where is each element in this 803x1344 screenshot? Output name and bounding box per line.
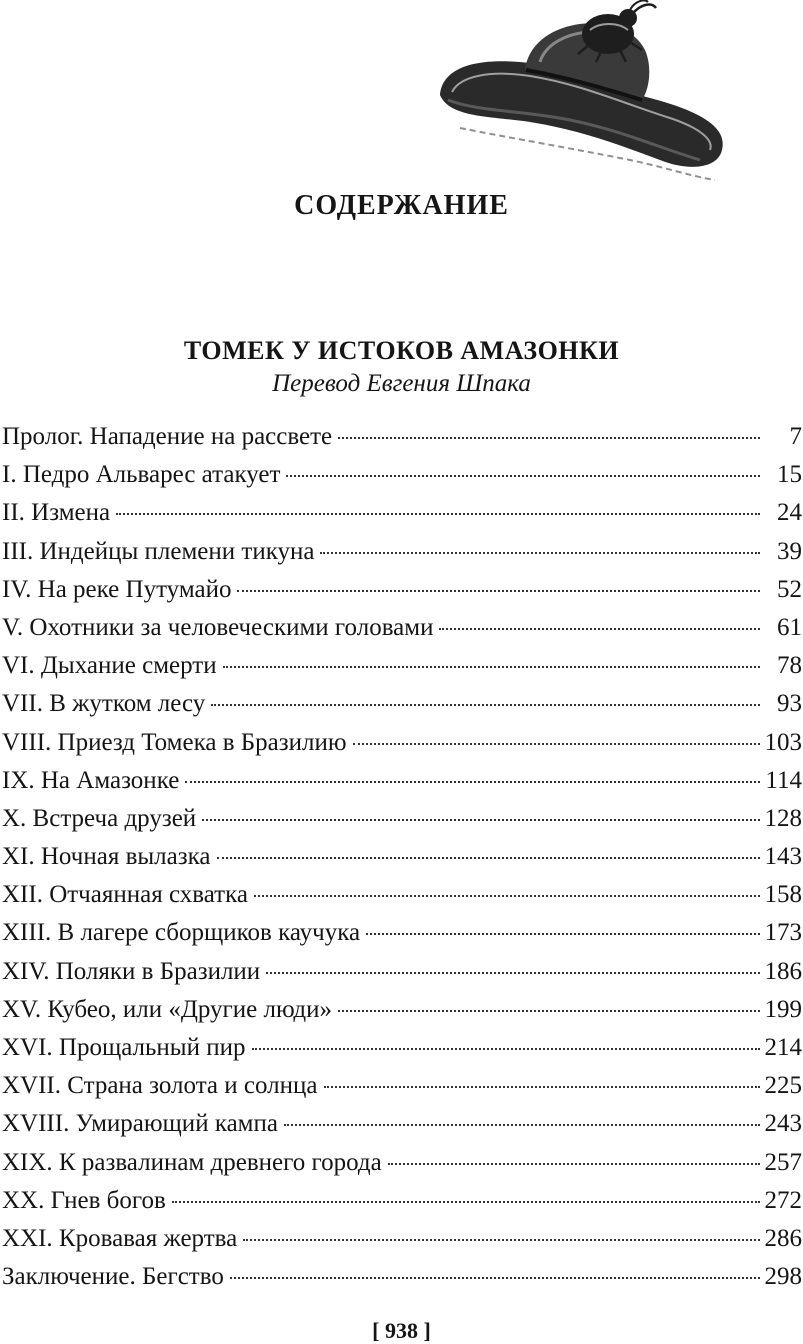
toc-entry-title: XVI. Прощальный пир [2, 1034, 246, 1061]
table-of-contents [2, 423, 802, 1301]
toc-entry-page: 199 [764, 995, 802, 1023]
toc-entry-page: 186 [764, 957, 802, 985]
toc-entry-chapter-15[interactable] [2, 996, 802, 1034]
toc-entry-chapter-17[interactable] [2, 1072, 802, 1110]
toc-entry-title: II. Измена [2, 499, 111, 527]
toc-entry-title: XIII. В лагере сборщиков каучука [2, 919, 361, 947]
toc-entry-chapter-14[interactable] [2, 958, 802, 996]
toc-entry-title: VIII. Приезд Томека в Бразилию [2, 728, 347, 756]
toc-entry-chapter-13[interactable] [2, 919, 802, 957]
dot-leader [338, 1010, 760, 1012]
toc-entry-title: IX. На Амазонке [2, 766, 180, 794]
toc-entry-chapter-4[interactable] [2, 576, 802, 614]
toc-entry-chapter-20[interactable] [2, 1187, 802, 1225]
toc-entry-chapter-7[interactable] [2, 690, 802, 728]
toc-entry-page: 7 [789, 423, 802, 450]
toc-entry-page: 173 [764, 919, 802, 947]
toc-entry-chapter-5[interactable] [2, 614, 802, 652]
dot-leader [254, 895, 760, 897]
toc-entry-title: XIX. К развалинам древнего города [2, 1148, 382, 1176]
dot-leader [388, 1163, 760, 1165]
toc-entry-chapter-9[interactable] [2, 767, 802, 805]
toc-entry-title: X. Встреча друзей [2, 804, 197, 832]
toc-entry-title: XX. Гнев богов [2, 1186, 166, 1214]
toc-entry-page: 298 [764, 1263, 802, 1291]
dot-leader [439, 628, 760, 630]
toc-entry-title: VI. Дыхание смерти [2, 652, 217, 680]
toc-entry-chapter-21[interactable] [2, 1225, 802, 1263]
toc-entry-title: XIV. Поляки в Бразилии [2, 957, 261, 985]
dot-leader [116, 513, 760, 515]
dot-leader [211, 704, 760, 706]
toc-entry-page: 158 [764, 881, 802, 909]
toc-entry-chapter-8[interactable] [2, 729, 802, 767]
toc-entry-title: V. Охотники за человеческими головами [2, 613, 434, 641]
dot-leader [217, 857, 761, 859]
dot-leader [172, 1201, 760, 1203]
toc-entry-page: 93 [777, 690, 802, 718]
toc-entry-epilogue[interactable] [2, 1263, 802, 1301]
dot-leader [202, 819, 760, 821]
dot-leader [266, 972, 760, 974]
toc-entry-page: 78 [777, 652, 802, 680]
toc-entry-chapter-1[interactable] [2, 461, 802, 499]
toc-entry-page: 39 [777, 537, 802, 565]
toc-entry-page: 24 [777, 499, 802, 527]
dot-leader [243, 1239, 760, 1241]
dot-leader [320, 552, 760, 554]
toc-entry-title: VII. В жутком лесу [2, 690, 206, 718]
toc-entry-page: 272 [764, 1186, 802, 1214]
hat-with-beetle-icon [430, 0, 730, 185]
toc-entry-chapter-11[interactable] [2, 843, 802, 881]
toc-entry-page: 286 [764, 1224, 802, 1252]
book-subtitle: Перевод Евгения Шпака [272, 370, 531, 397]
dot-leader [366, 933, 760, 935]
toc-entry-page: 52 [777, 575, 802, 603]
toc-entry-title: XV. Кубео, или «Другие люди» [2, 995, 333, 1023]
toc-entry-title: XVII. Страна золота и солнца [2, 1072, 318, 1100]
dot-leader [284, 1124, 760, 1126]
toc-entry-page: 143 [764, 843, 802, 871]
toc-entry-page: 214 [764, 1034, 802, 1061]
dot-leader [230, 1277, 760, 1279]
toc-entry-page: 114 [765, 766, 802, 794]
page-number: [ 938 ] [372, 1318, 431, 1343]
toc-entry-title: XI. Ночная вылазка [2, 843, 211, 871]
book-title: ТОМЕК У ИСТОКОВ АМАЗОНКИ [183, 336, 620, 365]
toc-entry-title: IV. На реке Путумайо [2, 575, 232, 603]
dot-leader [324, 1086, 760, 1088]
dot-leader [237, 590, 760, 592]
toc-entry-chapter-6[interactable] [2, 652, 802, 690]
toc-entry-title: Заключение. Бегство [2, 1263, 224, 1291]
toc-entry-title: XVIII. Умирающий кампа [2, 1110, 278, 1138]
toc-entry-chapter-10[interactable] [2, 805, 802, 843]
toc-entry-chapter-12[interactable] [2, 881, 802, 919]
page-heading: СОДЕРЖАНИЕ [294, 190, 509, 221]
dot-leader [185, 781, 760, 783]
toc-entry-page: 225 [764, 1072, 802, 1100]
toc-entry-title: XII. Отчаянная схватка [2, 881, 248, 909]
toc-entry-chapter-19[interactable] [2, 1149, 802, 1187]
toc-entry-title: XXI. Кровавая жертва [2, 1224, 238, 1252]
toc-entry-page: 61 [777, 613, 802, 641]
toc-entry-page: 15 [777, 461, 802, 489]
toc-entry-chapter-2[interactable] [2, 499, 802, 537]
toc-entry-page: 257 [764, 1148, 802, 1176]
toc-entry-page: 128 [764, 804, 802, 832]
toc-entry-title: Пролог. Нападение на рассвете [2, 423, 333, 450]
toc-entry-chapter-3[interactable] [2, 538, 802, 576]
dot-leader [223, 666, 760, 668]
dot-leader [338, 437, 760, 439]
toc-entry-prologue[interactable] [2, 423, 802, 461]
dot-leader [252, 1048, 761, 1050]
toc-entry-chapter-16[interactable] [2, 1034, 802, 1072]
toc-entry-page: 103 [764, 728, 802, 756]
toc-entry-page: 243 [764, 1110, 802, 1138]
toc-entry-chapter-18[interactable] [2, 1110, 802, 1148]
dot-leader [286, 475, 760, 477]
toc-entry-title: III. Индейцы племени тикуна [2, 537, 315, 565]
dot-leader [353, 743, 761, 745]
toc-entry-title: I. Педро Альварес атакует [2, 461, 281, 489]
